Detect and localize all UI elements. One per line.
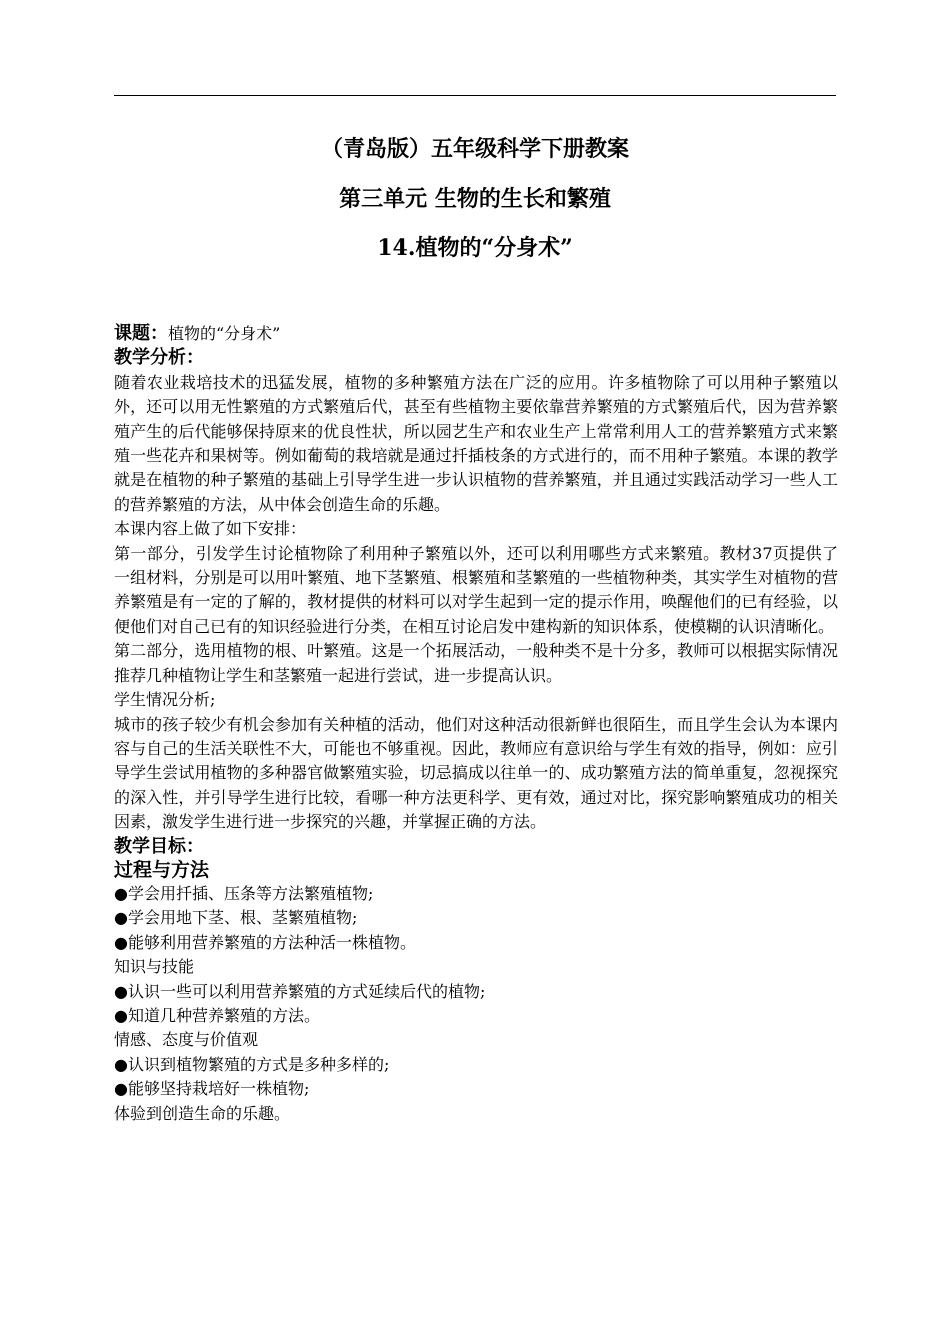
topic-line bbox=[114, 322, 838, 346]
student-analysis-heading: 学生情况分析; bbox=[114, 690, 216, 710]
emotion-heading: 情感、态度与价值观 bbox=[114, 1030, 259, 1050]
process-heading: 过程与方法 bbox=[114, 858, 210, 881]
header-rule bbox=[114, 95, 836, 96]
list-item: ●能够利用营养繁殖的方法种活一株植物。 bbox=[114, 932, 416, 952]
list-item: ●学会用扦插、压条等方法繁殖植物; bbox=[114, 883, 374, 903]
list-item: ●知道几种营养繁殖的方法。 bbox=[114, 1005, 320, 1025]
document-body bbox=[114, 322, 838, 1126]
analysis-paragraph: 随着农业栽培技术的迅猛发展，植物的多种繁殖方法在广泛的应用。许多植物除了可以用种子繁殖以外，还可以用无性繁殖的方式繁殖后代，甚至有些植物主要依靠营养繁殖的方式繁殖后代，因为营养繁殖产生的后代能够保持原来的优良性状，所以园艺生产和农业生产上常常利用人工的营养繁殖方式来繁殖一些花卉和果树等。例如葡萄的栽培就是通过扦插枝条的方式进行的，而不用种子繁殖。本课的教学就是在植物的种子繁殖的基础上引导学生进一步认识植物的营养繁殖，并且通过实践活动学习一些人工的营养繁殖的方法，从中体会创造生命的乐趣。 bbox=[114, 372, 838, 514]
topic-value: 植物的“分身术” bbox=[168, 324, 281, 343]
list-item: ●认识一些可以利用营养繁殖的方式延续后代的植物; bbox=[114, 981, 486, 1001]
list-item: ●学会用地下茎、根、茎繁殖植物; bbox=[114, 908, 358, 928]
arrangement-line: 本课内容上做了如下安排： bbox=[114, 519, 307, 539]
document-title: （青岛版）五年级科学下册教案 bbox=[320, 136, 629, 162]
unit-title: 第三单元 生物的生长和繁殖 bbox=[339, 186, 611, 212]
lesson-title: 14.植物的“分身术” bbox=[377, 235, 573, 261]
analysis-heading: 教学分析： bbox=[114, 347, 204, 369]
part-one-paragraph: 第一部分，引发学生讨论植物除了利用种子繁殖以外，还可以利用哪些方式来繁殖。教材37页提供了一组材料，分别是可以用叶繁殖、地下茎繁殖、根繁殖和茎繁殖的一些植物种类，其实学生对植物的营养繁殖是有一定的了解的，教材提供的材料可以对学生起到一定的提示作用，唤醒他们的已有经验，以便他们对自己已有的知识经验进行分类，在相互讨论启发中建构新的知识体系，使模糊的认识清晰化。 bbox=[114, 543, 838, 636]
part-two-paragraph: 第二部分，选用植物的根、叶繁殖。这是一个拓展活动，一般种类不是十分多，教师可以根据实际情况推荐几种植物让学生和茎繁殖一起进行尝试，进一步提高认识。 bbox=[114, 641, 838, 685]
list-item: ●认识到植物繁殖的方式是多种多样的; bbox=[114, 1054, 390, 1074]
student-analysis-paragraph: 城市的孩子较少有机会参加有关种植的活动，他们对这种活动很新鲜也很陌生，而且学生会认为本课内容与自己的生活关联性不大，可能也不够重视。因此，教师应有意识给与学生有效的指导，例如：应引导学生尝试用植物的多种器官做繁殖实验，切忌搞成以往单一的、成功繁殖方法的简单重复，忽视探究的深入性，并引导学生进行比较，看哪一种方法更科学、更有效，通过对比，探究影响繁殖成功的相关因素，激发学生进行进一步探究的兴趣，并掌握正确的方法。 bbox=[114, 714, 838, 832]
list-item: ●能够坚持栽培好一株植物; bbox=[114, 1079, 310, 1099]
knowledge-heading: 知识与技能 bbox=[114, 957, 195, 977]
list-item: 体验到创造生命的乐趣。 bbox=[114, 1103, 291, 1123]
goals-heading: 教学目标： bbox=[114, 835, 204, 857]
topic-label: 课题： bbox=[114, 323, 168, 344]
